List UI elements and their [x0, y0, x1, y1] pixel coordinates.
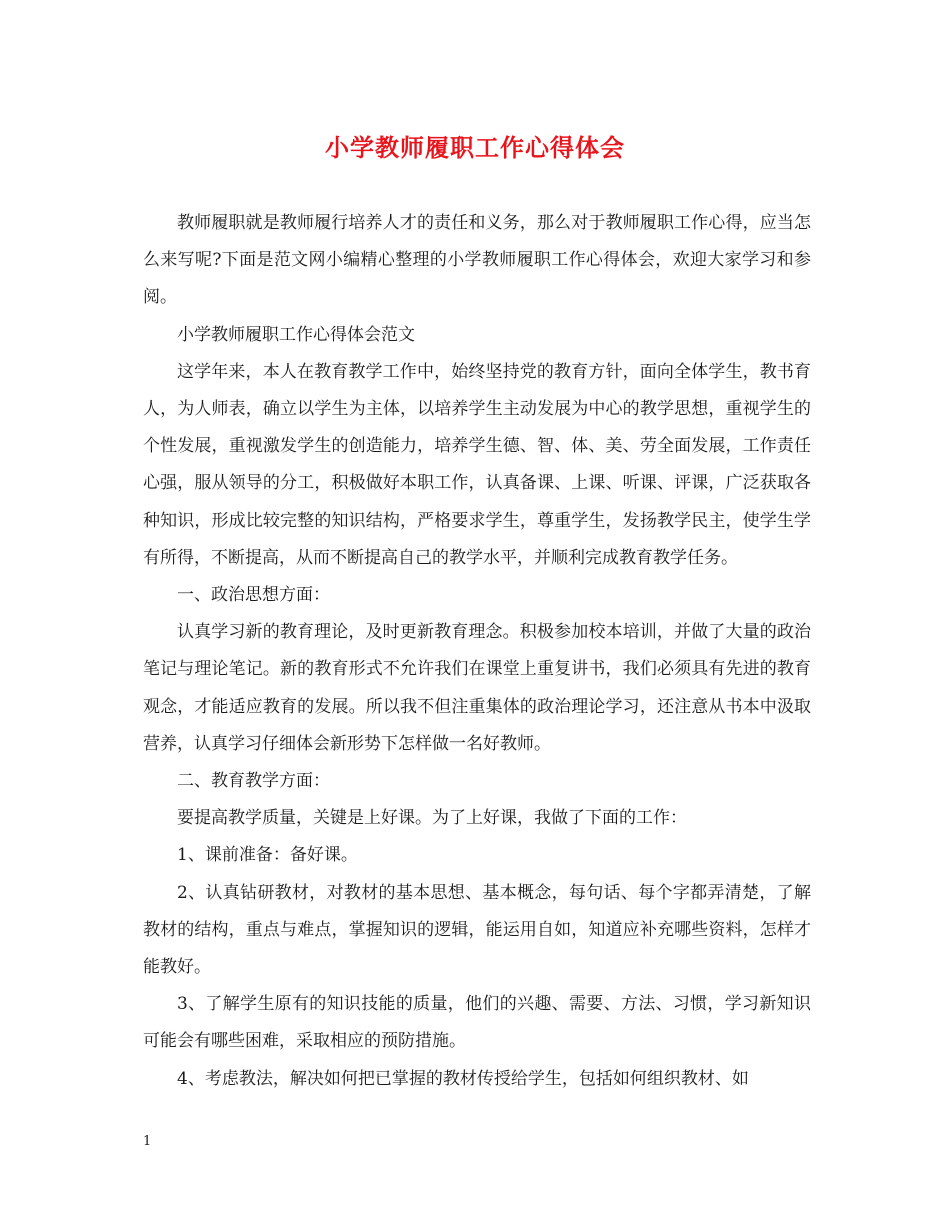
list-item-2: 2、认真钻研教材，对教材的基本思想、基本概念，每句话、每个字都弄清楚，了解教材的结构，重点与难点，掌握知识的逻辑，能运用自如，知道应补充哪些资料，怎样才能教好。	[143, 882, 811, 978]
section-heading-politics: 一、政治思想方面：	[177, 585, 330, 606]
paragraph-teaching-intro: 要提高教学质量，关键是上好课。为了上好课，我做了下面的工作：	[177, 808, 687, 829]
list-item-1: 1、课前准备：备好课。	[177, 845, 358, 866]
list-item-4: 4、考虑教法，解决如何把已掌握的教材传授给学生，包括如何组织教材、如	[177, 1068, 749, 1089]
list-item-3: 3、了解学生原有的知识技能的质量，他们的兴趣、需要、方法、习惯，学习新知识可能会有哪些困难，采取相应的预防措施。	[143, 994, 811, 1052]
document-body	[143, 205, 811, 1098]
paragraph-intro: 教师履职就是教师履行培养人才的责任和义务，那么对于教师履职工作心得，应当怎么来写呢?下面是范文网小编精心整理的小学教师履职工作心得体会，欢迎大家学习和参阅。	[143, 213, 811, 308]
page-number: 1	[143, 1134, 152, 1149]
section-heading-teaching: 二、教育教学方面：	[177, 771, 330, 792]
paragraph-politics: 认真学习新的教育理论，及时更新教育理念。积极参加校本培训，并做了大量的政治笔记与理论笔记。新的教育形式不允许我们在课堂上重复讲书，我们必须具有先进的教育观念，才能适应教育的发展。所以我不但注重集体的政治理论学习，还注意从书本中汲取营养，认真学习仔细体会新形势下怎样做一名好教师。	[143, 622, 811, 754]
document-title: 小学教师履职工作心得体会	[325, 133, 625, 162]
paragraph-subtitle: 小学教师履职工作心得体会范文	[177, 324, 415, 345]
paragraph-summary: 这学年来，本人在教育教学工作中，始终坚持党的教育方针，面向全体学生，教书育人，为人师表，确立以学生为主体，以培养学生主动发展为中心的教学思想，重视学生的个性发展，重视激发学生的创造能力，培养学生德、智、体、美、劳全面发展，工作责任心强，服从领导的分工，积极做好本职工作，认真备课、上课、听课、评课，广泛获取各种知识，形成比较完整的知识结构，严格要求学生，尊重学生，发扬教学民主，使学生学有所得，不断提高，从而不断提高自己的教学水平，并顺利完成教育教学任务。	[143, 361, 811, 568]
